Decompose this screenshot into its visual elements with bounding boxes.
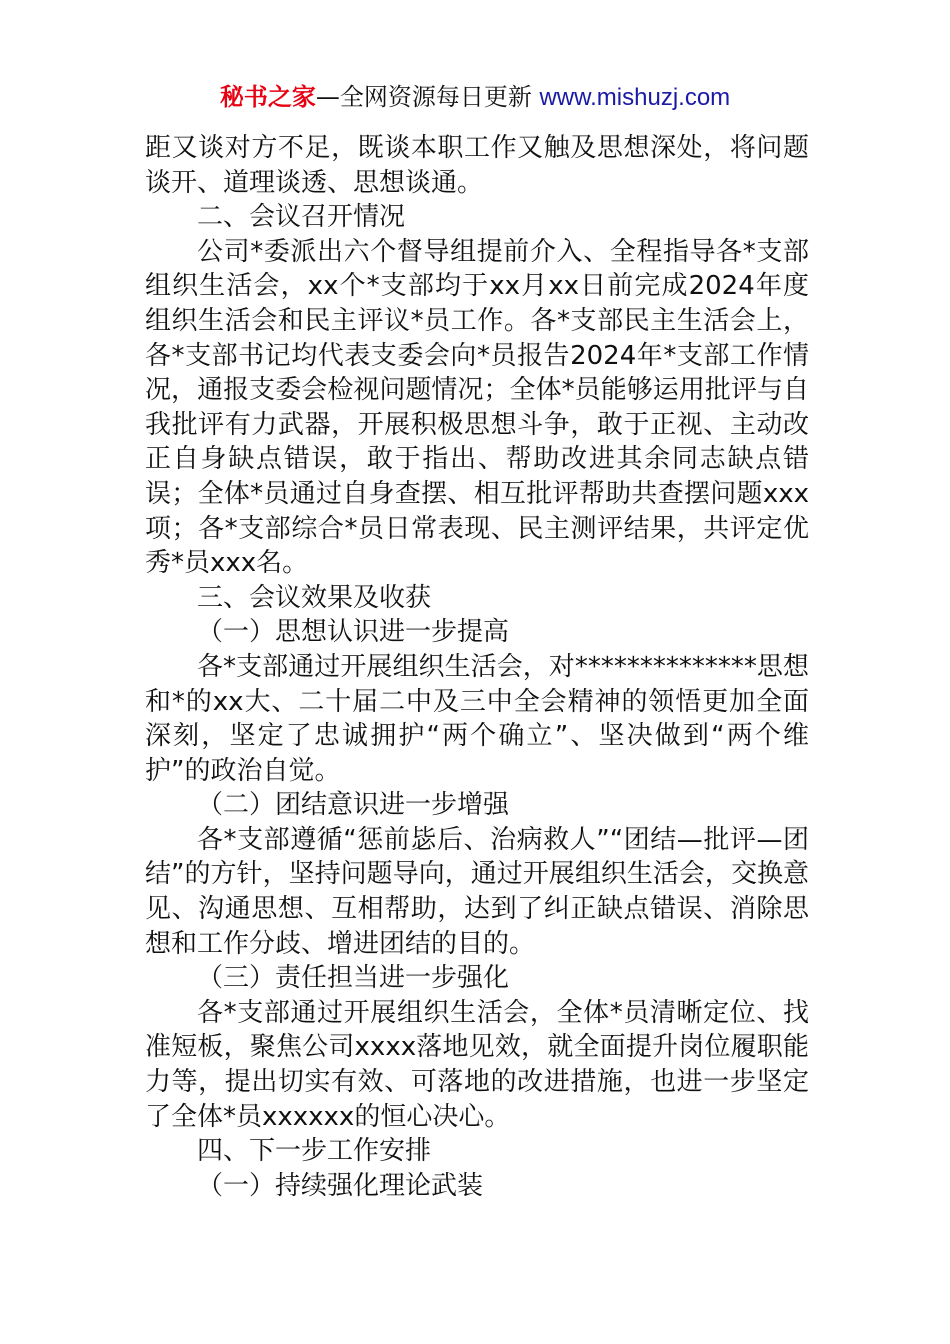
section-heading-4: 四、下一步工作安排 <box>197 1136 432 1167</box>
paragraph-3-2: 各*支部遵循“惩前毖后、治病救人”“团结—批评—团结”的方针，坚持问题导向，通过开展组织生活会，交换意见、沟通思想、互相帮助，达到了纠正缺点错误、消除思想和工作分歧、增进团结的目的。 <box>145 824 809 959</box>
site-brand: 秘书之家 <box>219 83 316 111</box>
document-body <box>145 131 809 1203</box>
paragraph-meeting-situation: 公司*委派出六个督导组提前介入、全程指导各*支部组织生活会，xx个*支部均于xx月xx日前完成2024年度组织生活会和民主评议*员工作。各*支部民主生活会上，各*支部书记均代表支委会向*员报告2024年*支部工作情况，通报支委会检视问题情况；全体*员能够运用批评与自我批评有力武器，开展积极思想斗争，敢于正视、主动改正自身缺点错误，敢于指出、帮助改进其余同志缺点错误；全体*员通过自身查摆、相互批评帮助共查摆问题xxx项；各*支部综合*员日常表现、民主测评结果，共评定优秀*员xxx名。 <box>145 236 809 579</box>
section-heading-2: 二、会议召开情况 <box>197 202 406 233</box>
section-heading-3: 三、会议效果及收获 <box>197 582 432 613</box>
paragraph-3-1: 各*支部通过开展组织生活会，对**************思想和*的xx大、二十届二中及三中全会精神的领悟更加全面深刻，坚定了忠诚拥护“两个确立”、坚决做到“两个维护”的政治自觉。 <box>145 651 809 786</box>
subheading-3-3: （三）责任担当进一步强化 <box>197 963 510 994</box>
paragraph-3-3: 各*支部通过开展组织生活会，全体*员清晰定位、找准短板，聚焦公司xxxx落地见效，就全面提升岗位履职能力等，提出切实有效、可落地的改进措施，也进一步坚定了全体*员xxxxxx的恒心决心。 <box>145 997 809 1132</box>
site-url-link[interactable]: www.mishuzj.com <box>539 84 731 111</box>
site-tagline: —全网资源每日更新 <box>315 83 540 111</box>
subheading-3-1: （一）思想认识进一步提高 <box>197 617 510 648</box>
subheading-3-2: （二）团结意识进一步增强 <box>197 790 510 821</box>
site-header <box>0 82 950 113</box>
subheading-4-1: （一）持续强化理论武装 <box>197 1170 484 1201</box>
paragraph-continuation: 距又谈对方不足，既谈本职工作又触及思想深处，将问题谈开、道理谈透、思想谈通。 <box>145 133 809 198</box>
